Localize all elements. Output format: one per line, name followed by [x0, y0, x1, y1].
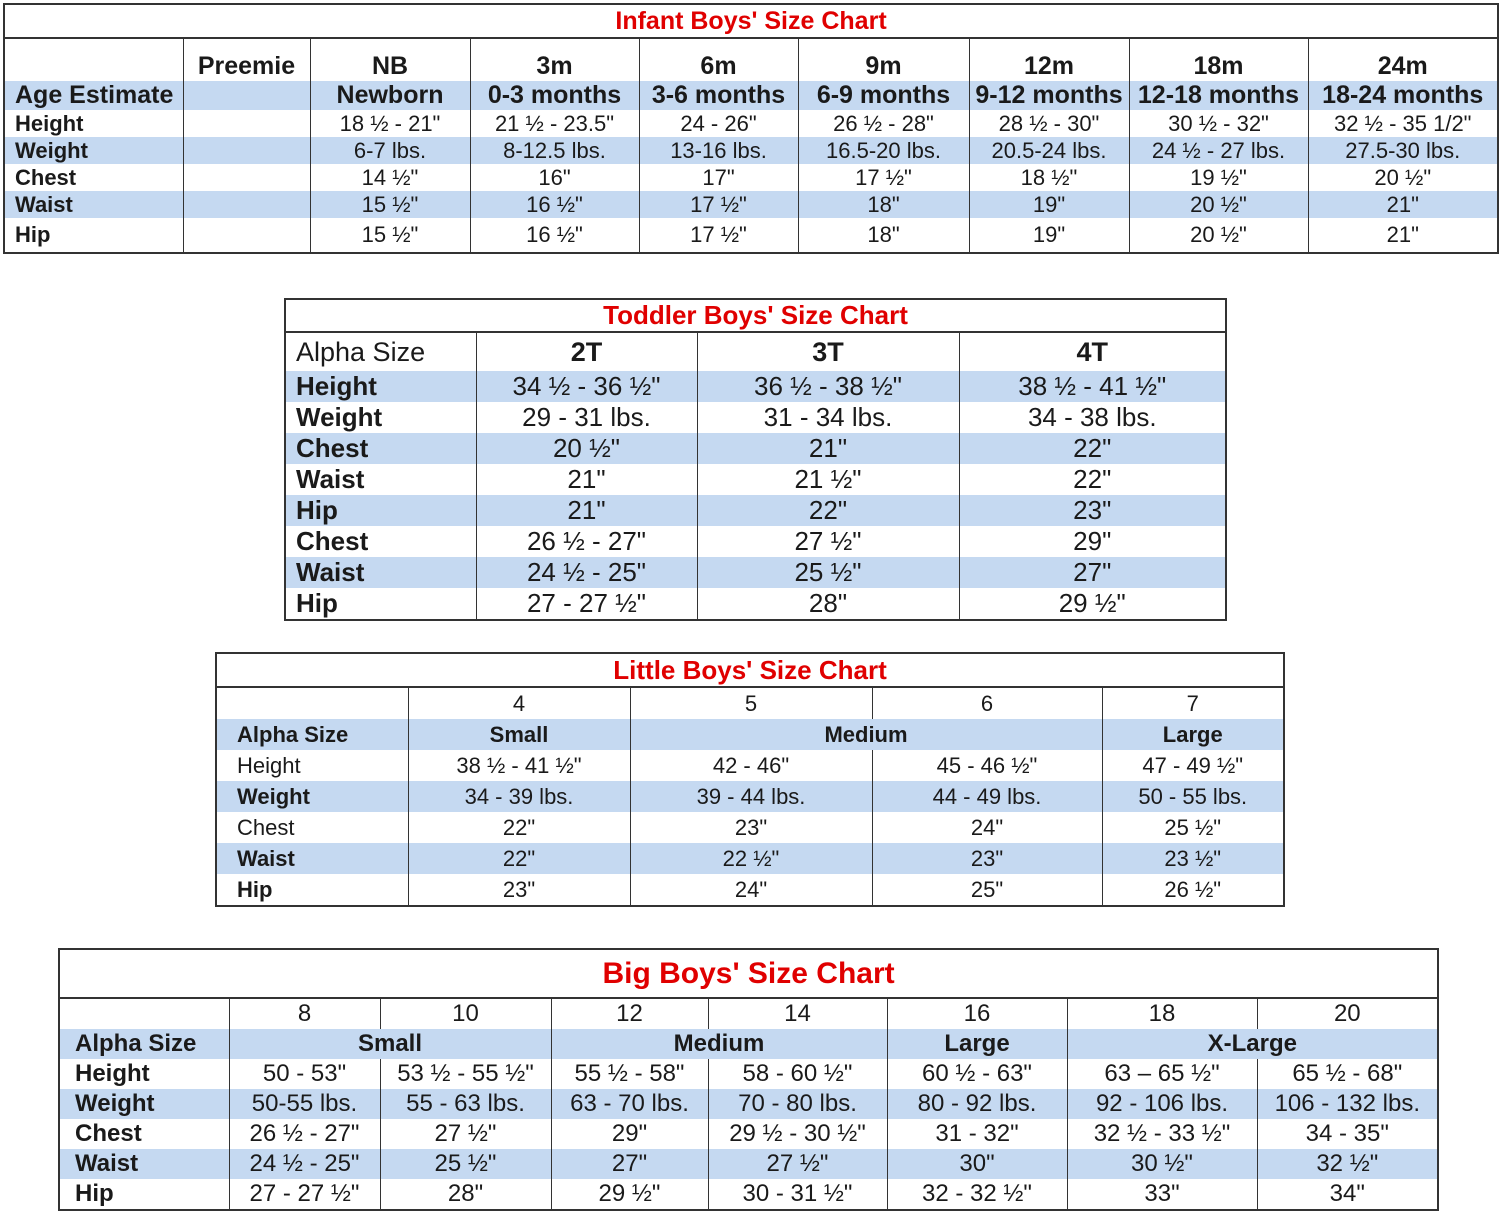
- table-cell: 24": [630, 874, 872, 906]
- size-header: 18m: [1129, 38, 1308, 81]
- table-cell: 34 - 39 lbs.: [408, 781, 630, 812]
- table-cell: 23 ½": [1102, 843, 1284, 874]
- row-label: Chest: [59, 1119, 229, 1149]
- table-cell: 18": [798, 218, 969, 253]
- table-cell: 27 ½": [697, 526, 959, 557]
- table-row: [4, 81, 1498, 110]
- table-cell: 32 ½": [1257, 1149, 1438, 1179]
- table-cell: Newborn: [310, 81, 470, 110]
- row-label: Chest: [285, 526, 476, 557]
- infant-size-chart: [3, 3, 1499, 254]
- table-row: [285, 371, 1226, 402]
- little-size-number-row: [216, 687, 1284, 719]
- little-size-chart: [215, 652, 1285, 907]
- table-row: [216, 874, 1284, 906]
- table-cell: 18 ½ - 21": [310, 110, 470, 137]
- table-cell: 32 ½ - 33 ½": [1067, 1119, 1257, 1149]
- table-row: [285, 402, 1226, 433]
- infant-size-header-row: [4, 38, 1498, 81]
- table-cell: 25 ½": [697, 557, 959, 588]
- table-cell: 17 ½": [798, 164, 969, 191]
- alpha-size: Large: [1102, 719, 1284, 750]
- table-cell: 38 ½ - 41 ½": [959, 371, 1226, 402]
- table-cell: 24 ½ - 25": [476, 557, 697, 588]
- size-number: 5: [630, 687, 872, 719]
- row-label: Waist: [216, 843, 408, 874]
- table-cell: 21 ½ - 23.5": [470, 110, 639, 137]
- table-cell: 20 ½": [1308, 164, 1498, 191]
- table-cell: 27": [959, 557, 1226, 588]
- table-row: [4, 218, 1498, 253]
- table-cell: 19 ½": [1129, 164, 1308, 191]
- big-alpha-size-row: [59, 1029, 1438, 1059]
- row-label: Hip: [4, 218, 183, 253]
- table-cell: 27": [551, 1149, 708, 1179]
- table-cell: 27 ½": [708, 1149, 887, 1179]
- size-header: 6m: [639, 38, 798, 81]
- size-number: 18: [1067, 998, 1257, 1029]
- table-cell: 21": [1308, 218, 1498, 253]
- table-cell: 27 - 27 ½": [476, 588, 697, 620]
- table-cell: 60 ½ - 63": [887, 1059, 1067, 1089]
- table-cell: 29 - 31 lbs.: [476, 402, 697, 433]
- table-row: [4, 164, 1498, 191]
- table-cell: 8-12.5 lbs.: [470, 137, 639, 164]
- little-alpha-size-row: [216, 719, 1284, 750]
- table-row: [285, 526, 1226, 557]
- table-cell: 30 ½": [1067, 1149, 1257, 1179]
- row-label: Weight: [59, 1089, 229, 1119]
- size-header: NB: [310, 38, 470, 81]
- table-cell: 17 ½": [639, 191, 798, 218]
- infant-chart-title: Infant Boys' Size Chart: [4, 4, 1498, 38]
- table-cell: 27.5-30 lbs.: [1308, 137, 1498, 164]
- table-cell: 9-12 months: [969, 81, 1129, 110]
- table-row: [216, 843, 1284, 874]
- table-cell: 63 - 70 lbs.: [551, 1089, 708, 1119]
- table-cell: 6-7 lbs.: [310, 137, 470, 164]
- big-size-number-row: [59, 998, 1438, 1029]
- row-label: Hip: [285, 495, 476, 526]
- row-label: Chest: [4, 164, 183, 191]
- table-cell: 22": [408, 812, 630, 843]
- row-label: Hip: [59, 1179, 229, 1210]
- table-cell: 39 - 44 lbs.: [630, 781, 872, 812]
- table-cell: 50-55 lbs.: [229, 1089, 380, 1119]
- table-cell: 20 ½": [1129, 191, 1308, 218]
- alpha-size-label: Alpha Size: [216, 719, 408, 750]
- table-cell: [183, 191, 310, 218]
- table-cell: [183, 137, 310, 164]
- row-label: Waist: [4, 191, 183, 218]
- table-cell: 30 - 31 ½": [708, 1179, 887, 1210]
- table-row: [59, 1059, 1438, 1089]
- table-cell: 34 ½ - 36 ½": [476, 371, 697, 402]
- table-cell: 42 - 46": [630, 750, 872, 781]
- size-header: 4T: [959, 332, 1226, 371]
- table-cell: [183, 218, 310, 253]
- row-label: Weight: [285, 402, 476, 433]
- table-cell: 22 ½": [630, 843, 872, 874]
- table-cell: 50 - 53": [229, 1059, 380, 1089]
- table-cell: 21 ½": [697, 464, 959, 495]
- table-row: [4, 191, 1498, 218]
- table-cell: 24": [872, 812, 1102, 843]
- table-cell: 28": [380, 1179, 551, 1210]
- table-cell: 15 ½": [310, 191, 470, 218]
- table-cell: 29 ½ - 30 ½": [708, 1119, 887, 1149]
- size-number: 20: [1257, 998, 1438, 1029]
- table-row: [285, 433, 1226, 464]
- little-chart-title: Little Boys' Size Chart: [216, 653, 1284, 687]
- table-cell: 26 ½": [1102, 874, 1284, 906]
- table-row: [4, 137, 1498, 164]
- size-number: 12: [551, 998, 708, 1029]
- table-cell: 18 ½": [969, 164, 1129, 191]
- table-cell: 29 ½": [959, 588, 1226, 620]
- table-cell: 53 ½ - 55 ½": [380, 1059, 551, 1089]
- table-cell: 3-6 months: [639, 81, 798, 110]
- table-row: [59, 1119, 1438, 1149]
- table-cell: 36 ½ - 38 ½": [697, 371, 959, 402]
- table-cell: 33": [1067, 1179, 1257, 1210]
- table-cell: 65 ½ - 68": [1257, 1059, 1438, 1089]
- header-blank-cell: [59, 998, 229, 1029]
- table-cell: 55 - 63 lbs.: [380, 1089, 551, 1119]
- alpha-size: Large: [887, 1029, 1067, 1059]
- table-cell: 29": [551, 1119, 708, 1149]
- table-cell: 47 - 49 ½": [1102, 750, 1284, 781]
- table-cell: [183, 164, 310, 191]
- table-cell: 70 - 80 lbs.: [708, 1089, 887, 1119]
- table-cell: 25": [872, 874, 1102, 906]
- row-label: Weight: [216, 781, 408, 812]
- table-cell: 44 - 49 lbs.: [872, 781, 1102, 812]
- table-cell: 29": [959, 526, 1226, 557]
- row-label: Waist: [285, 557, 476, 588]
- size-header: 12m: [969, 38, 1129, 81]
- table-cell: [183, 110, 310, 137]
- table-cell: [183, 81, 310, 110]
- table-cell: 21": [697, 433, 959, 464]
- table-cell: 31 - 34 lbs.: [697, 402, 959, 433]
- table-row: [59, 1089, 1438, 1119]
- table-cell: 28": [697, 588, 959, 620]
- row-label: Height: [4, 110, 183, 137]
- table-cell: 58 - 60 ½": [708, 1059, 887, 1089]
- size-number: 7: [1102, 687, 1284, 719]
- table-row: [216, 750, 1284, 781]
- table-cell: 32 - 32 ½": [887, 1179, 1067, 1210]
- size-number: 14: [708, 998, 887, 1029]
- alpha-size-label: Alpha Size: [59, 1029, 229, 1059]
- table-cell: 32 ½ - 35 1/2": [1308, 110, 1498, 137]
- alpha-size: X-Large: [1067, 1029, 1438, 1059]
- table-row: [285, 495, 1226, 526]
- big-size-chart: [58, 948, 1439, 1211]
- table-cell: 26 ½ - 27": [229, 1119, 380, 1149]
- size-header: Preemie: [183, 38, 310, 81]
- table-cell: 13-16 lbs.: [639, 137, 798, 164]
- table-cell: 34 - 35": [1257, 1119, 1438, 1149]
- alpha-size: Medium: [551, 1029, 887, 1059]
- table-cell: 15 ½": [310, 218, 470, 253]
- table-cell: 80 - 92 lbs.: [887, 1089, 1067, 1119]
- row-label: Height: [216, 750, 408, 781]
- table-row: [285, 588, 1226, 620]
- table-cell: 6-9 months: [798, 81, 969, 110]
- table-cell: 63 – 65 ½": [1067, 1059, 1257, 1089]
- alpha-size: Small: [229, 1029, 551, 1059]
- table-cell: 23": [630, 812, 872, 843]
- row-label: Height: [59, 1059, 229, 1089]
- table-cell: 24 ½ - 27 lbs.: [1129, 137, 1308, 164]
- size-number: 8: [229, 998, 380, 1029]
- table-cell: 30 ½ - 32": [1129, 110, 1308, 137]
- table-cell: 17": [639, 164, 798, 191]
- table-cell: 0-3 months: [470, 81, 639, 110]
- table-cell: 16 ½": [470, 218, 639, 253]
- table-cell: 26 ½ - 28": [798, 110, 969, 137]
- table-cell: 30": [887, 1149, 1067, 1179]
- table-cell: 18-24 months: [1308, 81, 1498, 110]
- table-cell: 92 - 106 lbs.: [1067, 1089, 1257, 1119]
- size-header: 9m: [798, 38, 969, 81]
- size-number: 6: [872, 687, 1102, 719]
- toddler-size-header-row: [285, 332, 1226, 371]
- table-row: [59, 1149, 1438, 1179]
- row-label: Hip: [285, 588, 476, 620]
- table-cell: 22": [697, 495, 959, 526]
- table-cell: 23": [872, 843, 1102, 874]
- row-label: Chest: [216, 812, 408, 843]
- size-number: 4: [408, 687, 630, 719]
- row-label: Chest: [285, 433, 476, 464]
- table-cell: 24 - 26": [639, 110, 798, 137]
- size-header: 3m: [470, 38, 639, 81]
- alpha-size: Medium: [630, 719, 1102, 750]
- size-header: 2T: [476, 332, 697, 371]
- table-cell: 19": [969, 191, 1129, 218]
- header-blank-cell: [4, 38, 183, 81]
- table-cell: 26 ½ - 27": [476, 526, 697, 557]
- table-cell: 106 - 132 lbs.: [1257, 1089, 1438, 1119]
- alpha-size: Small: [408, 719, 630, 750]
- table-row: [216, 812, 1284, 843]
- table-cell: 34 - 38 lbs.: [959, 402, 1226, 433]
- toddler-chart-title: Toddler Boys' Size Chart: [285, 299, 1226, 332]
- table-cell: 18": [798, 191, 969, 218]
- row-label: Waist: [285, 464, 476, 495]
- table-cell: 55 ½ - 58": [551, 1059, 708, 1089]
- size-number: 16: [887, 998, 1067, 1029]
- table-cell: 19": [969, 218, 1129, 253]
- table-cell: 45 - 46 ½": [872, 750, 1102, 781]
- alpha-size-label: Alpha Size: [285, 332, 476, 371]
- table-cell: 27 - 27 ½": [229, 1179, 380, 1210]
- table-cell: 23": [408, 874, 630, 906]
- table-row: [4, 110, 1498, 137]
- big-chart-title: Big Boys' Size Chart: [59, 949, 1438, 998]
- table-cell: 22": [408, 843, 630, 874]
- row-label: Waist: [59, 1149, 229, 1179]
- table-cell: 25 ½": [380, 1149, 551, 1179]
- table-cell: 34": [1257, 1179, 1438, 1210]
- table-cell: 12-18 months: [1129, 81, 1308, 110]
- table-cell: 16 ½": [470, 191, 639, 218]
- table-cell: 16.5-20 lbs.: [798, 137, 969, 164]
- table-row: [59, 1179, 1438, 1210]
- table-cell: 28 ½ - 30": [969, 110, 1129, 137]
- size-header: 24m: [1308, 38, 1498, 81]
- table-cell: 21": [476, 495, 697, 526]
- table-row: [216, 781, 1284, 812]
- table-cell: 20 ½": [476, 433, 697, 464]
- row-label: Hip: [216, 874, 408, 906]
- table-cell: 20.5-24 lbs.: [969, 137, 1129, 164]
- table-cell: 27 ½": [380, 1119, 551, 1149]
- row-label: Weight: [4, 137, 183, 164]
- table-cell: 31 - 32": [887, 1119, 1067, 1149]
- table-cell: 29 ½": [551, 1179, 708, 1210]
- header-blank-cell: [216, 687, 408, 719]
- table-cell: 24 ½ - 25": [229, 1149, 380, 1179]
- table-cell: 21": [1308, 191, 1498, 218]
- table-cell: 21": [476, 464, 697, 495]
- size-number: 10: [380, 998, 551, 1029]
- row-label: Age Estimate: [4, 81, 183, 110]
- table-cell: 16": [470, 164, 639, 191]
- table-row: [285, 557, 1226, 588]
- table-cell: 20 ½": [1129, 218, 1308, 253]
- toddler-size-chart: [284, 298, 1227, 621]
- table-cell: 17 ½": [639, 218, 798, 253]
- row-label: Height: [285, 371, 476, 402]
- table-cell: 25 ½": [1102, 812, 1284, 843]
- size-header: 3T: [697, 332, 959, 371]
- table-cell: 38 ½ - 41 ½": [408, 750, 630, 781]
- table-row: [285, 464, 1226, 495]
- table-cell: 14 ½": [310, 164, 470, 191]
- table-cell: 23": [959, 495, 1226, 526]
- table-cell: 22": [959, 464, 1226, 495]
- table-cell: 22": [959, 433, 1226, 464]
- table-cell: 50 - 55 lbs.: [1102, 781, 1284, 812]
